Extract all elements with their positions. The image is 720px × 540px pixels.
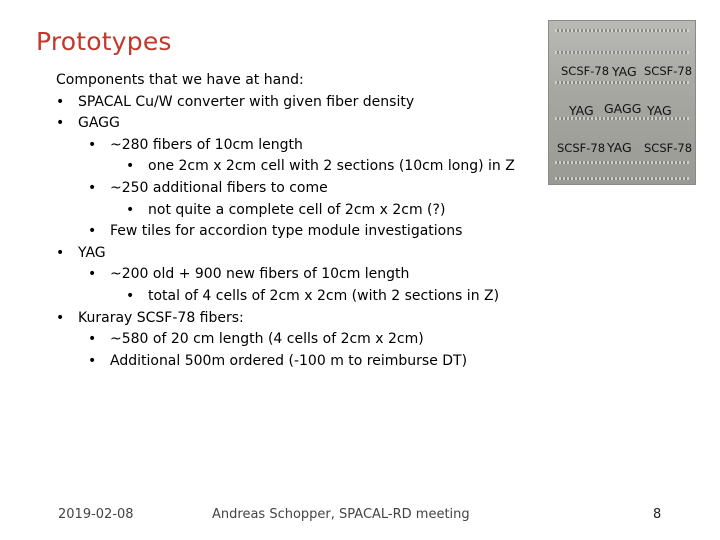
footer-date: 2019-02-08: [58, 507, 134, 522]
list-item-text: not quite a complete cell of 2cm x 2cm (?): [148, 201, 446, 218]
list-item-text: ~250 additional fibers to come: [110, 179, 328, 196]
photo-label: YAG: [612, 64, 637, 79]
photo-label: YAG: [607, 140, 632, 155]
bullet: •: [126, 158, 135, 175]
list-item-text: total of 4 cells of 2cm x 2cm (with 2 sections in Z): [148, 287, 500, 304]
list-item: [56, 221, 536, 243]
list-item-text: ~200 old + 900 new fibers of 10cm length: [110, 266, 410, 283]
bullet: •: [56, 244, 65, 261]
list-item-text: Additional 500m ordered (-100 m to reimburse DT): [110, 352, 468, 369]
bullet: •: [126, 201, 135, 218]
bullet: •: [88, 266, 97, 283]
list-item: [56, 113, 536, 135]
photo-label: GAGG: [604, 101, 642, 116]
bullet: •: [88, 331, 97, 348]
page-number: 8: [653, 507, 662, 522]
list-item: [56, 286, 536, 308]
list-item-text: GAGG: [78, 115, 120, 132]
bullet: •: [56, 115, 65, 132]
list-item: [56, 156, 536, 178]
intro-line: Components that we have at hand:: [56, 72, 304, 88]
list-item: [56, 135, 536, 157]
bullet: •: [88, 223, 97, 240]
list-item: [56, 92, 536, 114]
list-item: [56, 351, 536, 373]
detector-photo: [548, 20, 696, 185]
list-item-text: SPACAL Cu/W converter with given fiber density: [78, 93, 415, 110]
photo-label: SCSF-78: [644, 64, 693, 78]
list-item-text: ~580 of 20 cm length (4 cells of 2cm x 2cm): [110, 331, 424, 348]
list-item: [56, 308, 536, 330]
list-item-text: Kuraray SCSF-78 fibers:: [78, 309, 244, 326]
bullet: •: [88, 179, 97, 196]
photo-label: SCSF-78: [557, 141, 606, 155]
list-item-text: ~280 fibers of 10cm length: [110, 136, 303, 153]
fiber-ridge: [555, 51, 689, 54]
bullet: •: [56, 93, 65, 110]
list-item-text: one 2cm x 2cm cell with 2 sections (10cm long) in Z: [148, 158, 515, 175]
photo-label: SCSF-78: [644, 141, 693, 155]
slide-title: Prototypes: [36, 27, 172, 56]
bullet: •: [88, 352, 97, 369]
list-item: [56, 200, 536, 222]
list-item: [56, 243, 536, 265]
photo-label: YAG: [647, 103, 672, 118]
list-item-text: Few tiles for accordion type module investigations: [110, 223, 463, 240]
slide-content: [56, 70, 536, 372]
fiber-ridge: [555, 81, 689, 84]
bullet: •: [88, 136, 97, 153]
fiber-ridge: [555, 161, 689, 164]
list-item: [56, 329, 536, 351]
list-item: [56, 264, 536, 286]
list-item-text: YAG: [78, 244, 106, 261]
bullet: •: [56, 309, 65, 326]
list-item: [56, 178, 536, 200]
photo-label: SCSF-78: [561, 64, 610, 78]
fiber-ridge: [555, 29, 689, 32]
fiber-ridge: [555, 177, 689, 180]
footer-presenter: Andreas Schopper, SPACAL-RD meeting: [212, 507, 470, 522]
bullet: •: [126, 287, 135, 304]
photo-label: YAG: [569, 103, 594, 118]
